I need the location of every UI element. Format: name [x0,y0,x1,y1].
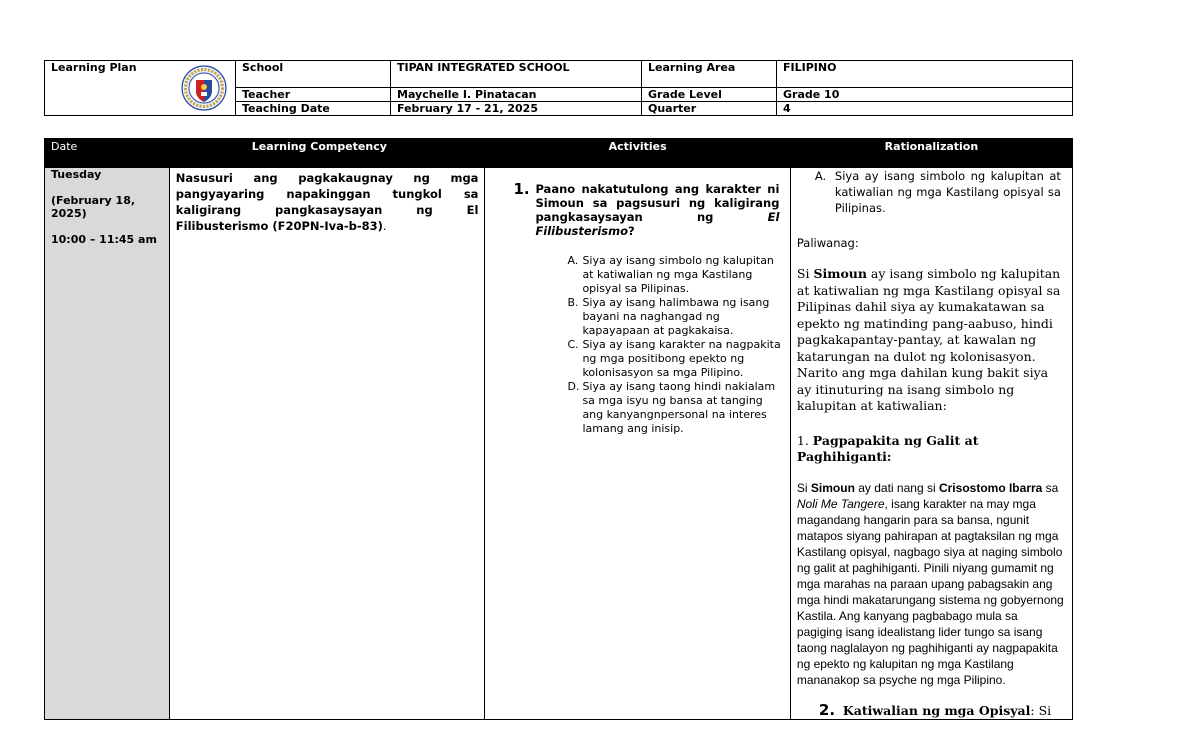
p1-pre: Si [796,266,814,281]
answer-text: Siya ay isang simbolo ng kalupitan at katiwalian ng mga Kastilang opisyal sa Pilipinas. [834,169,1061,215]
option-d [567,380,782,436]
teaching-date-label: Teaching Date [236,102,391,116]
option-b [567,296,782,338]
column-rationalization: Rationalization [790,139,1072,168]
question-title-italic: El Filibusterismo [535,210,780,238]
option-text: Siya ay isang halimbawa ng isang bayani na naghangad ng kapayapaan at pagkakaisa. [582,296,770,337]
teaching-date-value: February 17 - 21, 2025 [391,102,642,116]
point-2-heading [797,702,1066,720]
competency-period: . [382,219,387,233]
p2-d: , isang karakter na may mga magandang hangarin para sa bansa, ngunit matapos siyang pahirapan at pagtaksilan ng mga Kastilang opisyal, nagbago siya at naging simbolo ng galit at paghihiganti. Pinili niyang gumamit ng mga marahas na paraan upang pabagsakin ang mga hindi makatarungang sistema ng gobyernong Kastila. Ang kanyang pagbabago mula sa pagiging isang idealistang lider tungo sa isang taong naglalayon ng paghihiganti ay nagpapakita ng epekto ng kalupitan ng mga Kastilang mananakop sa psyche ng mga Pilipino. [796,496,1064,687]
competency-code: Filibusterismo (F20PN-Iva-b-83) [175,219,383,233]
option-text: Siya ay isang simbolo ng kalupitan at katiwalian ng mga Kastilang opisyal sa Pilipinas. [582,254,774,295]
point-1-title: Pagpapakita ng Galit at Paghihiganti: [796,432,979,464]
option-letter: A. [567,254,579,267]
column-competency: Learning Competency [169,139,485,168]
p1-rest: ay isang simbolo ng kalupitan at katiwalian ng mga Kastilang opisyal sa Pilipinas dahil siya ay kumakatawan sa epekto ng matinding pang-aabuso, hindi pagkakapantay-pantay, at kawalan ng katarungan na dulot ng kolonisasyon. Narito ang mga dahilan kung bakit siya ay itinuturing na isang simbolo ng kalupitan at katiwalian: [796,266,1061,413]
option-c [567,338,782,380]
school-label: School [236,61,391,88]
question [491,182,783,238]
option-letter: C. [567,338,579,351]
date-cell [45,168,170,720]
paliwanag-label: Paliwanag: [796,236,859,250]
point-2-number: 2. [818,700,836,719]
explanation-paragraph [797,266,1066,415]
teacher-label: Teacher [236,88,391,102]
answer-letter: A. [814,169,827,183]
rationalization-cell [790,168,1072,720]
p2-noli: Noli Me Tangere [796,496,885,511]
p2-c: sa [1042,480,1059,495]
learning-area-value: FILIPINO [777,61,1073,88]
point-2-rest: : Si [1030,702,1052,718]
quarter-value: 4 [777,102,1073,116]
option-a [567,254,782,296]
header-table [44,60,1073,116]
option-letter: D. [567,380,580,393]
learning-area-label: Learning Area [642,61,777,88]
column-date: Date [45,139,170,168]
question-mark: ? [628,224,635,238]
option-letter: B. [567,296,579,309]
day-date: (February 18, 2025) [51,194,136,220]
p2-simoun: Simoun [810,480,855,495]
option-text: Siya ay isang karakter na nagpakita ng mga positibong epekto ng kolonisasyon sa mga Pilipino. [582,338,781,379]
p1-name: Simoun [813,266,867,281]
deped-seal-icon [181,65,227,111]
activities-cell [485,168,790,720]
teacher-value: Maychelle I. Pinatacan [391,88,642,102]
answer [797,168,1066,216]
p2-b: ay dati nang si [854,480,939,495]
school-value: TIPAN INTEGRATED SCHOOL [391,61,642,88]
lesson-table [44,138,1073,720]
point-1-heading [797,433,1066,466]
p2-a: Si [796,480,811,495]
option-text: Siya ay isang taong hindi nakialam sa mga isyu ng bansa at tanging ang kanyangnpersonal na interes lamang ang inisip. [582,380,776,435]
quarter-label: Quarter [642,102,777,116]
competency-cell [169,168,485,720]
point-2-title: Katiwalian ng mga Opisyal [842,702,1031,718]
grade-level-label: Grade Level [642,88,777,102]
competency-main: Nasusuri ang pagkakaugnay ng mga pangyayaring napakinggan tungkol sa kaligirang pangkasaysayan ng El [175,171,479,217]
point-1-number: 1. [796,432,813,448]
column-activities: Activities [485,139,790,168]
options-list [567,254,783,436]
question-number: 1. [513,180,530,198]
point-1-paragraph [797,480,1066,688]
day-name: Tuesday [51,168,102,181]
p2-ibarra: Crisostomo Ibarra [938,480,1043,495]
day-time: 10:00 – 11:45 am [51,233,157,246]
competency-text [176,170,479,234]
question-text: Paano nakatutulong ang karakter ni Simoun sa pagsusuri ng kaligirang pangkasaysayan ng [535,182,780,224]
grade-level-value: Grade 10 [777,88,1073,102]
learning-plan-label: Learning Plan [51,61,137,74]
learning-plan-cell [45,61,236,116]
